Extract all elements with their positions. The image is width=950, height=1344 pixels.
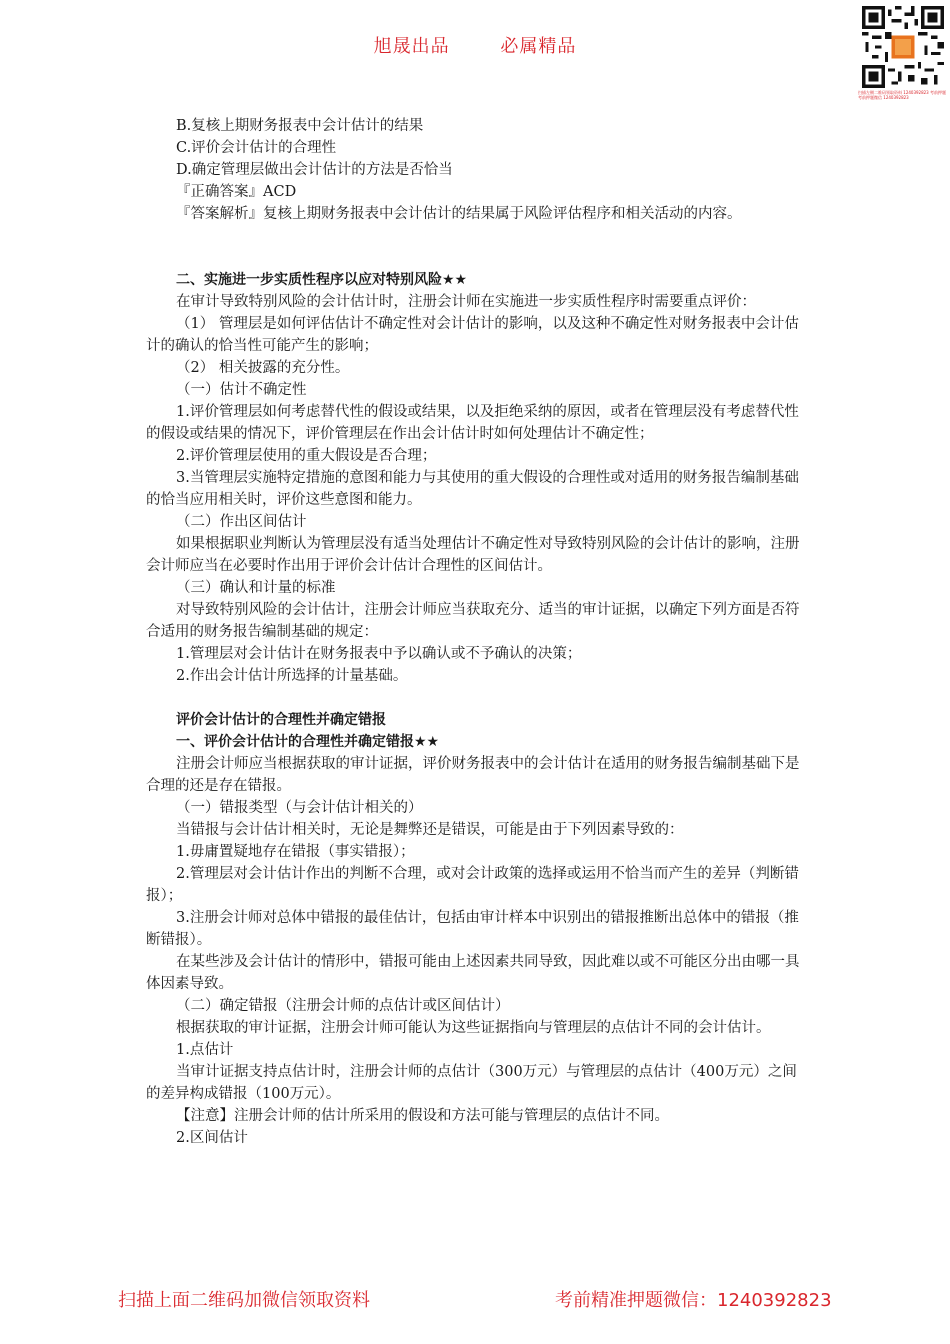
paragraph: 3.当管理层实施特定措施的意图和能力与其使用的重大假设的合理性或对适用的财务报告编制基础的恰当应用相关时，评价这些意图和能力。: [146, 470, 799, 508]
paragraph: 1.评价管理层如何考虑替代性的假设或结果，以及拒绝采纳的原因，或者在管理层没有考虑替代性的假设或结果的情况下，评价管理层在作出会计估计时如何处理估计不确定性；: [146, 404, 799, 442]
paragraph: 当审计证据支持点估计时，注册会计师的点估计（300万元）与管理层的点估计（400万元）之间的差异构成错报（100万元）。: [146, 1064, 797, 1102]
paragraph: C.评价会计估计的合理性: [176, 140, 337, 156]
paragraph: 在审计导致特别风险的会计估计时，注册会计师在实施进一步实质性程序时需要重点评价：: [176, 294, 756, 310]
footer-left-text: 扫描上面二维码加微信领取资料: [118, 1290, 370, 1311]
paragraph: 1.管理层对会计估计在财务报表中予以确认或不予确认的决策；: [176, 646, 582, 662]
section-heading: 评价会计估计的合理性并确定错报: [176, 712, 386, 728]
paragraph: 2.评价管理层使用的重大假设是否合理；: [176, 448, 437, 464]
paragraph: 当错报与会计估计相关时，无论是舞弊还是错误，可能是由于下列因素导致的：: [176, 822, 684, 838]
header-brand: [0, 32, 950, 58]
paragraph: 注册会计师应当根据获取的审计证据，评价财务报表中的会计估计在适用的财务报告编制基础下是合理的还是存在错报。: [146, 756, 800, 794]
paragraph: 2.区间估计: [176, 1130, 248, 1146]
paragraph: 【注意】注册会计师的估计所采用的假设和方法可能与管理层的点估计不同。: [176, 1108, 669, 1124]
paragraph: （二）作出区间估计: [176, 514, 307, 530]
paragraph: 根据获取的审计证据，注册会计师可能认为这些证据指向与管理层的点估计不同的会计估计。: [176, 1020, 771, 1036]
paragraph: （二）确定错报（注册会计师的点估计或区间估计）: [176, 998, 510, 1014]
section-heading: 一、评价会计估计的合理性并确定错报★★: [176, 734, 440, 750]
paragraph: 对导致特别风险的会计估计，注册会计师应当获取充分、适当的审计证据，以确定下列方面是否符合适用的财务报告编制基础的规定：: [146, 602, 800, 640]
paragraph: 3.注册会计师对总体中错报的最佳估计，包括由审计样本中识别出的错报推断出总体中的错报（推断错报）。: [146, 910, 799, 948]
paragraph: 2.管理层对会计估计作出的判断不合理，或对会计政策的选择或运用不恰当而产生的差异（判断错报）；: [146, 866, 799, 904]
brand-left: 旭晟出品: [373, 36, 450, 57]
qr-caption: 扫描左侧二维码领取资料 1240392823 考前押题 考前押题微信 1240392823: [858, 90, 946, 100]
paragraph: D.确定管理层做出会计估计的方法是否恰当: [176, 162, 453, 178]
paragraph: （一）错报类型（与会计估计相关的）: [176, 800, 423, 816]
paragraph: 如果根据职业判断认为管理层没有适当处理估计不确定性对导致特别风险的会计估计的影响，注册会计师应当在必要时作出用于评价会计估计合理性的区间估计。: [146, 536, 800, 574]
paragraph: （一）估计不确定性: [176, 382, 307, 398]
paragraph: B.复核上期财务报表中会计估计的结果: [176, 118, 424, 134]
document-body: [146, 115, 806, 1149]
footer-right-text: 考前精准押题微信：1240392823: [555, 1290, 832, 1311]
paragraph: 2.作出会计估计所选择的计量基础。: [176, 668, 408, 684]
paragraph: 『答案解析』复核上期财务报表中会计估计的结果属于风险评估程序和相关活动的内容。: [176, 206, 742, 222]
paragraph: （三）确认和计量的标准: [176, 580, 336, 596]
section-heading: 二、实施进一步实质性程序以应对特别风险★★: [176, 272, 468, 288]
paragraph: 在某些涉及会计估计的情形中，错报可能由上述因素共同导致，因此难以或不可能区分出由哪一具体因素导致。: [146, 954, 800, 992]
qr-code-icon: [862, 6, 944, 88]
paragraph: （1） 管理层是如何评估估计不确定性对会计估计的影响，以及这种不确定性对财务报表中会计估计的确认的恰当性可能产生的影响；: [146, 316, 799, 354]
paragraph: 1.毋庸置疑地存在错报（事实错报）；: [176, 844, 415, 860]
paragraph: （2） 相关披露的充分性。: [176, 360, 350, 376]
paragraph: 『正确答案』ACD: [176, 184, 297, 200]
brand-right: 必属精品: [500, 36, 577, 57]
paragraph: 1.点估计: [176, 1042, 234, 1058]
